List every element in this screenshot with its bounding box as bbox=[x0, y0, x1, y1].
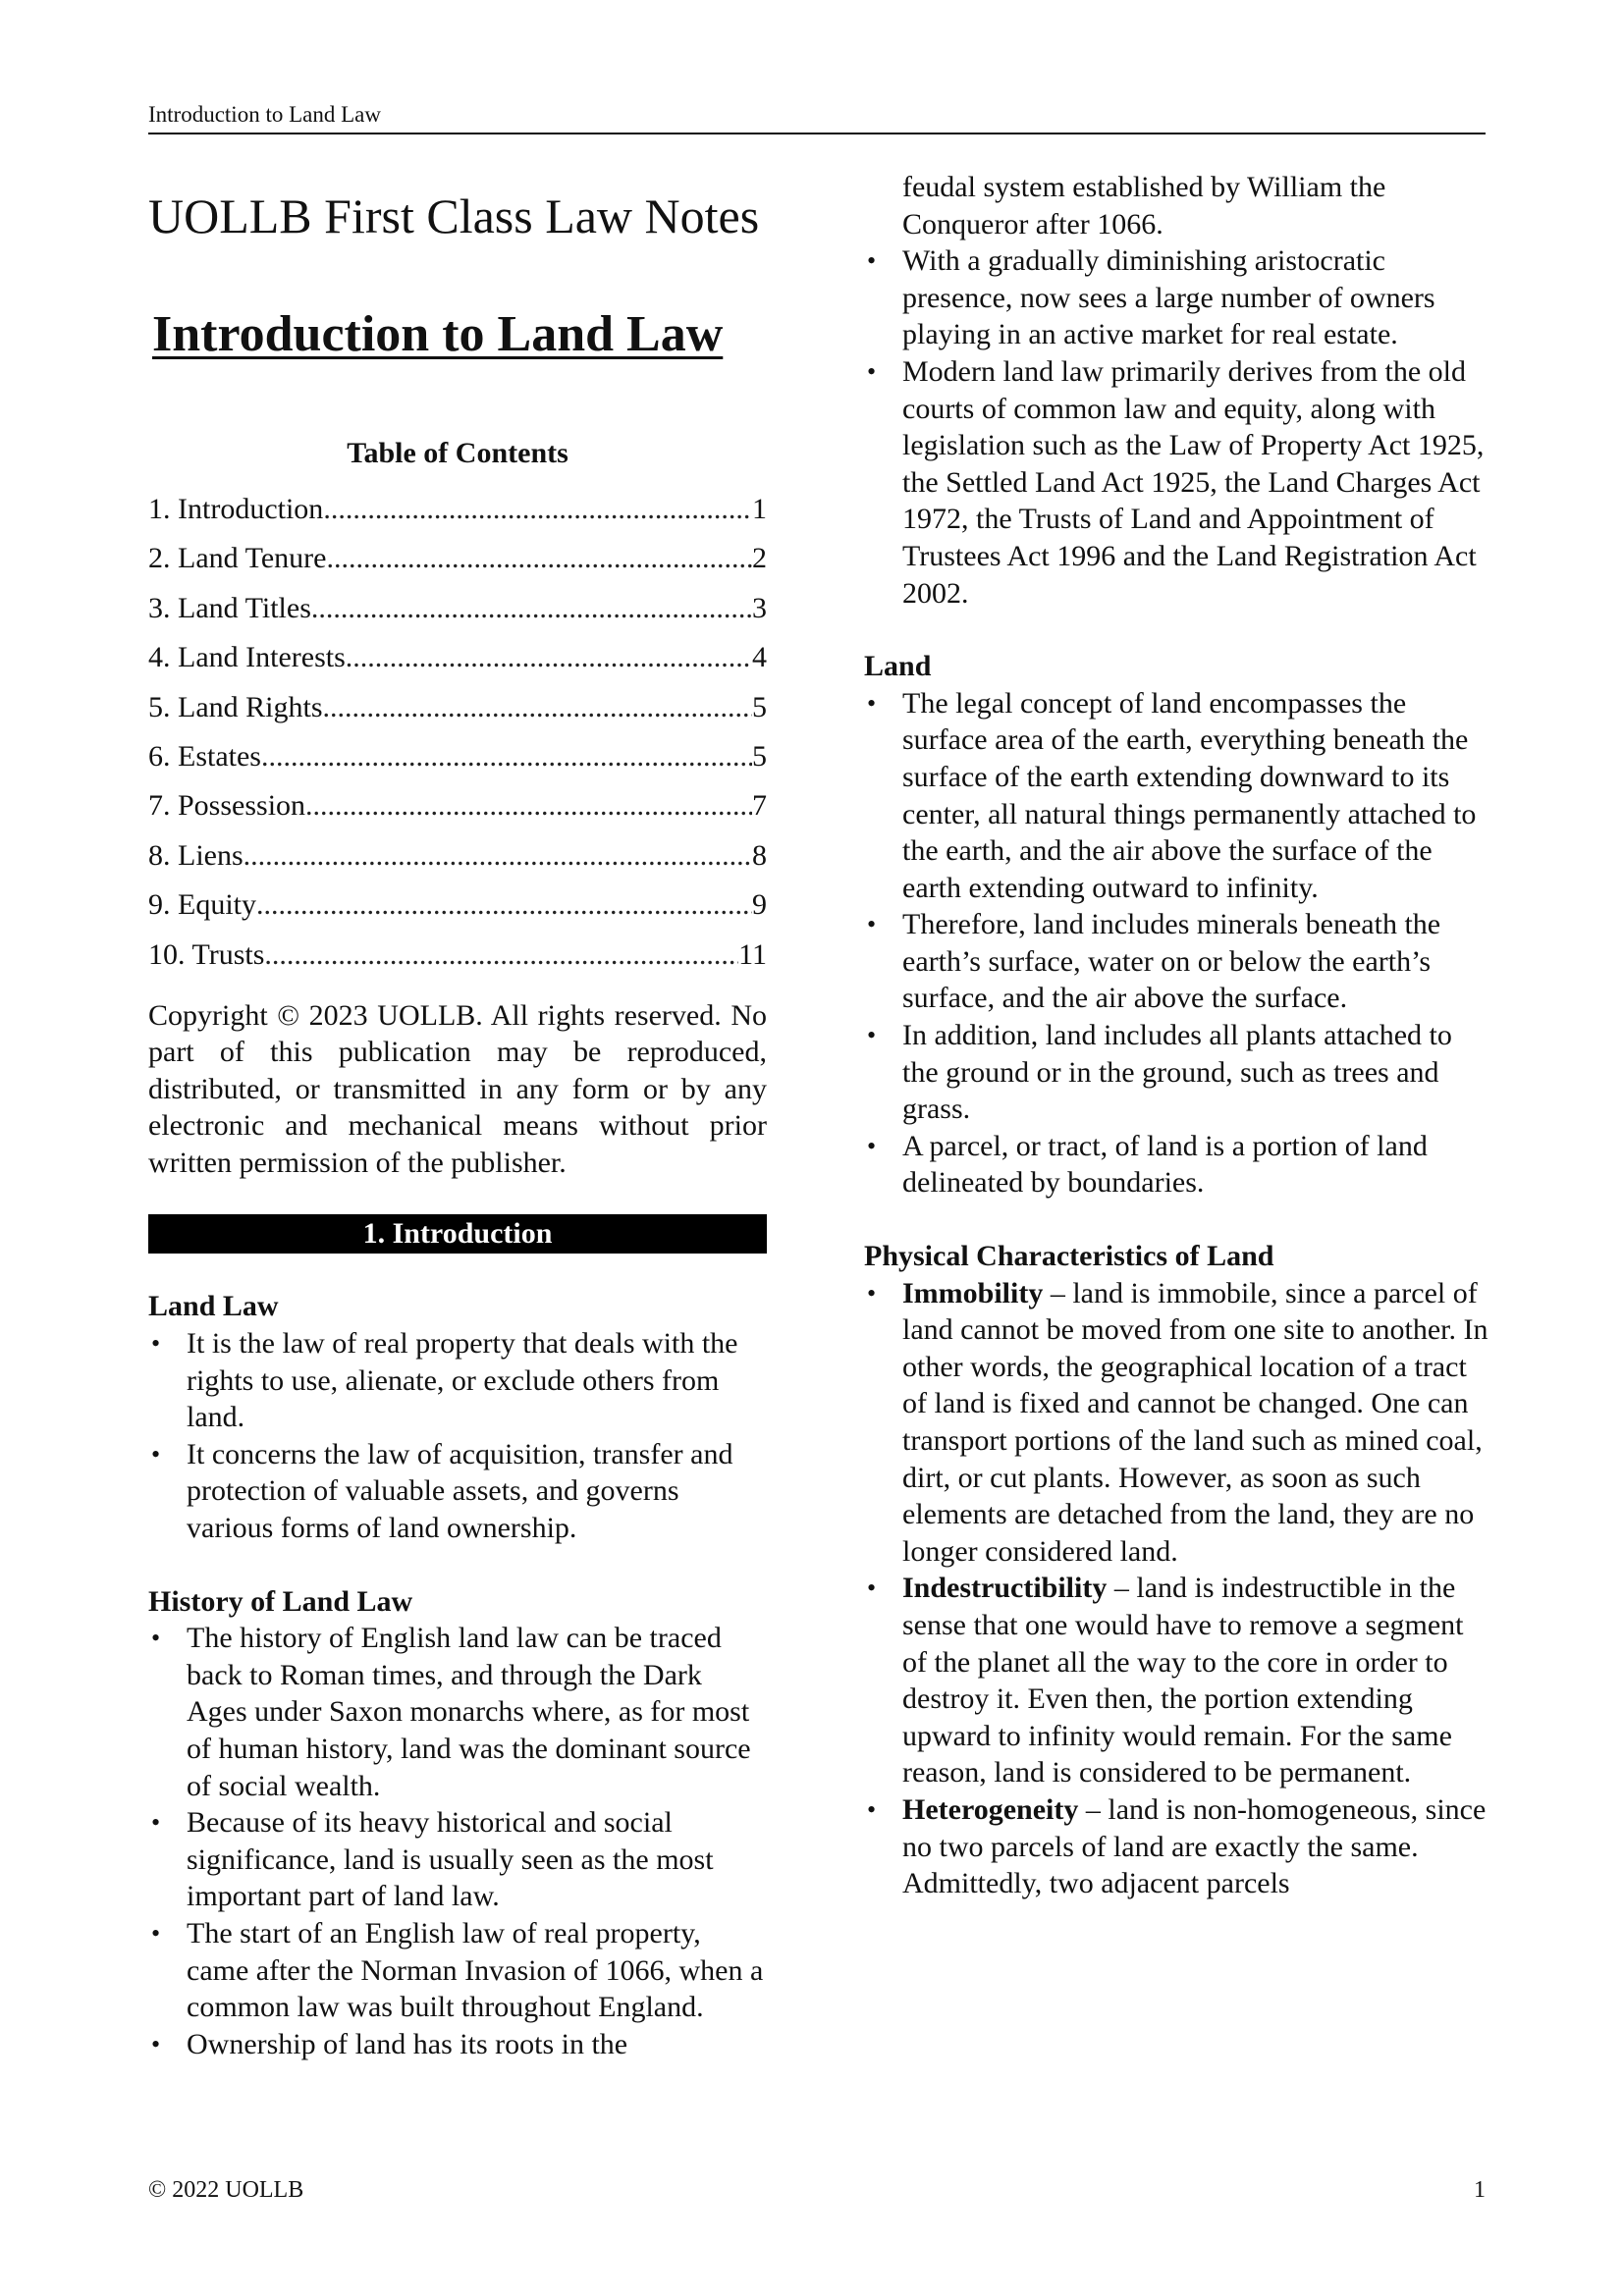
bullet-item: • Ownership of land has its roots in the bbox=[148, 2026, 767, 2063]
toc-entry-label: 5. Land Rights bbox=[148, 690, 323, 723]
toc-entry-label: 1. Introduction bbox=[148, 493, 324, 525]
toc-heading: Table of Contents bbox=[347, 437, 568, 469]
toc-entry-label: 6. Estates bbox=[148, 739, 261, 773]
toc-entry-label: 4. Land Interests bbox=[148, 641, 346, 674]
bullet-item: • The legal concept of land encompasses the surface area of the earth, everything beneath the surface of the earth extending downward to its center, all natural things permanently attached to the earth, and the air above the surface of the earth extending outward to infinity. bbox=[867, 686, 1477, 904]
toc-entry-page: 2 bbox=[752, 542, 767, 575]
toc-entry[interactable] bbox=[148, 881, 767, 930]
toc-entry[interactable] bbox=[148, 683, 767, 732]
toc-leader bbox=[311, 584, 752, 633]
bullet-dot-icon: • bbox=[867, 910, 877, 939]
toc-entry-label: 9. Equity bbox=[148, 888, 256, 922]
bullet-item: • The start of an English law of real property, came after the Norman Invasion of 1066, when a common law was built throughout England. bbox=[151, 1916, 764, 2024]
bullet-item: • Indestructibility – land is indestructible in the sense that one would have to remove a segment of the planet all the way to the core in order to destroy it. Even then, the portion extending upward to infinity would remain. For the same reason, land is considered to be permanent. bbox=[867, 1572, 1464, 1789]
history-section bbox=[148, 1583, 767, 2063]
bullet-dot-icon: • bbox=[151, 1624, 161, 1653]
copyright-notice: Copyright © 2023 UOLLB. All rights reserved. No part of this publication may be reproduced, distributed, or transmitted in any form or by any electronic and mechanical means without prior written permission of the publisher. bbox=[148, 998, 767, 1179]
bullet-item: • It concerns the law of acquisition, transfer and protection of valuable assets, and governs various forms of land ownership. bbox=[151, 1437, 733, 1544]
toc-entry-page: 8 bbox=[752, 838, 767, 872]
history-continuation: feudal system established by William the Conqueror after 1066. bbox=[902, 171, 1386, 240]
bullet-item: • Heterogeneity – land is non-homogeneous, since no two parcels of land are exactly the same. Admittedly, two adjacent parcels bbox=[867, 1792, 1487, 1900]
table-of-contents bbox=[148, 485, 767, 980]
toc-leader bbox=[305, 781, 752, 830]
bullet-dot-icon: • bbox=[867, 688, 877, 718]
brand-title: UOLLB First Class Law Notes bbox=[148, 188, 760, 243]
toc-entry-page: 7 bbox=[752, 789, 767, 823]
toc-entry-page: 3 bbox=[752, 591, 767, 624]
bullet-dot-icon: • bbox=[867, 1131, 877, 1160]
toc-entry[interactable] bbox=[148, 781, 767, 830]
land-section bbox=[864, 648, 1492, 1201]
toc-entry[interactable] bbox=[148, 633, 767, 682]
bullet-item: • In addition, land includes all plants attached to the ground or in the ground, such as trees and grass. bbox=[867, 1019, 1452, 1126]
land-heading: Land bbox=[864, 650, 932, 683]
toc-entry[interactable] bbox=[148, 931, 767, 980]
bullet-item: • Modern land law primarily derives from the old courts of common law and equity, along with legislation such as the Law of Property Act 1925, the Settled Land Act 1925, the Land Charges Act 1972, the Trusts of Land and Appointment of Trustees Act 1996 and the Land Registration Act 2002. bbox=[867, 354, 1485, 610]
bullet-dot-icon: • bbox=[867, 356, 877, 386]
right-column bbox=[864, 169, 1492, 1902]
toc-leader bbox=[326, 534, 752, 583]
section-banner-introduction: 1. Introduction bbox=[148, 1214, 767, 1254]
bullet-dot-icon: • bbox=[151, 2029, 161, 2058]
running-header: Introduction to Land Law bbox=[148, 100, 1486, 134]
toc-entry[interactable] bbox=[148, 732, 767, 781]
bullet-dot-icon: • bbox=[867, 246, 877, 276]
term-immobility: Immobility bbox=[902, 1276, 1044, 1309]
history-bullets bbox=[148, 1620, 767, 2062]
toc-entry[interactable] bbox=[148, 485, 767, 534]
bullet-dot-icon: • bbox=[151, 1808, 161, 1838]
toc-entry-label: 3. Land Titles bbox=[148, 591, 311, 624]
toc-leader bbox=[346, 633, 752, 682]
toc-leader bbox=[261, 732, 752, 781]
physical-characteristics-heading: Physical Characteristics of Land bbox=[864, 1240, 1274, 1273]
toc-entry-page: 5 bbox=[752, 690, 767, 723]
land-law-heading: Land Law bbox=[148, 1290, 279, 1323]
bullet-item: • Because of its heavy historical and social significance, land is usually seen as the most important part of land law. bbox=[151, 1806, 714, 1913]
toc-leader bbox=[323, 683, 753, 732]
bullet-dot-icon: • bbox=[151, 1329, 161, 1358]
toc-leader bbox=[256, 881, 752, 930]
bullet-dot-icon: • bbox=[151, 1918, 161, 1948]
footer-copyright: © 2022 UOLLB bbox=[148, 2177, 304, 2203]
history-bullets-continued bbox=[864, 242, 1492, 612]
bullet-item: • A parcel, or tract, of land is a portion of land delineated by boundaries. bbox=[867, 1129, 1428, 1200]
toc-leader bbox=[264, 931, 738, 980]
toc-entry[interactable] bbox=[148, 831, 767, 881]
bullet-dot-icon: • bbox=[867, 1278, 877, 1308]
term-indestructibility: Indestructibility bbox=[902, 1572, 1108, 1605]
bullet-item: • The history of English land law can be traced back to Roman times, and through the Dark Ages under Saxon monarchs where, as for most of human history, land was the dominant source of social wealth. bbox=[151, 1622, 751, 1802]
toc-entry-page: 5 bbox=[752, 739, 767, 773]
bullet-item: • Therefore, land includes minerals beneath the earth’s surface, water on or below the earth’s surface, and the air above the surface. bbox=[867, 908, 1441, 1015]
toc-entry-label: 2. Land Tenure bbox=[148, 542, 327, 575]
toc-entry-label: 10. Trusts bbox=[148, 937, 265, 971]
land-law-bullets bbox=[148, 1325, 767, 1547]
term-heterogeneity: Heterogeneity bbox=[902, 1792, 1079, 1826]
physical-characteristics-section bbox=[864, 1238, 1492, 1902]
left-column bbox=[148, 167, 767, 2062]
toc-entry-label: 7. Possession bbox=[148, 789, 306, 823]
land-law-section bbox=[148, 1288, 767, 1546]
toc-leader bbox=[243, 831, 752, 881]
document-title: Introduction to Land Law bbox=[152, 306, 724, 362]
toc-entry-page: 4 bbox=[752, 641, 767, 674]
bullet-item: • With a gradually diminishing aristocratic presence, now sees a large number of owners playing in an active market for real estate. bbox=[867, 244, 1435, 351]
bullet-item: • Immobility – land is immobile, since a parcel of land cannot be moved from one site to another. In other words, the geographical location of a tract of land is fixed and cannot be changed. One can transport portions of the land such as mined coal, dirt, or cut plants. However, as soon as such elements are detached from the land, they are no longer considered land. bbox=[867, 1276, 1488, 1568]
toc-entry[interactable] bbox=[148, 534, 767, 583]
page-number: 1 bbox=[1474, 2177, 1486, 2203]
toc-entry-label: 8. Liens bbox=[148, 838, 243, 872]
bullet-dot-icon: • bbox=[867, 1574, 877, 1603]
toc-leader bbox=[323, 485, 752, 534]
bullet-dot-icon: • bbox=[867, 1021, 877, 1050]
toc-entry[interactable] bbox=[148, 584, 767, 633]
land-bullets bbox=[864, 685, 1492, 1201]
bullet-dot-icon: • bbox=[867, 1794, 877, 1824]
bullet-item: • It is the law of real property that deals with the rights to use, alienate, or exclude others from land. bbox=[151, 1327, 738, 1434]
toc-entry-page: 1 bbox=[752, 493, 767, 525]
physical-characteristics-bullets bbox=[864, 1275, 1492, 1902]
toc-entry-page: 9 bbox=[752, 888, 767, 922]
history-heading: History of Land Law bbox=[148, 1584, 413, 1618]
bullet-dot-icon: • bbox=[151, 1439, 161, 1468]
toc-entry-page: 11 bbox=[738, 937, 767, 971]
